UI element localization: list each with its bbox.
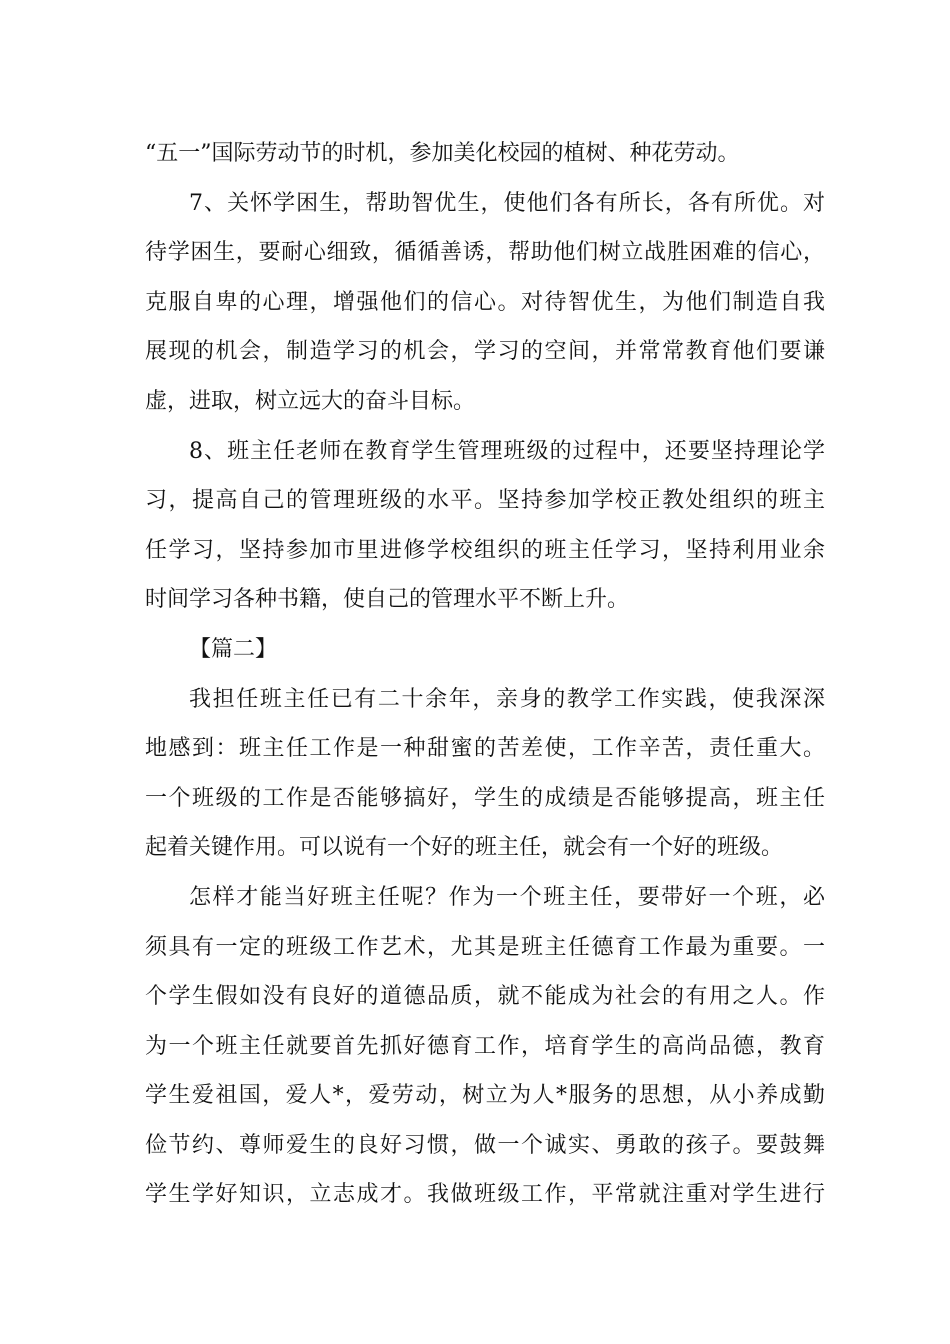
text-line-2: 7、关怀学困生，帮助智优生，使他们各有所长，各有所优。对 <box>189 190 825 216</box>
text-line-19: 为一个班主任就要首先抓好德育工作，培育学生的高尚品德，教育 <box>145 1033 825 1059</box>
text-line-18: 个学生假如没有良好的道德品质，就不能成为社会的有用之人。作 <box>145 984 825 1010</box>
text-line-6: 虚，进取，树立远大的奋斗目标。 <box>145 388 476 414</box>
text-line-12: 我担任班主任已有二十余年，亲身的教学工作实践，使我深深 <box>189 686 825 712</box>
text-line-7: 8、班主任老师在教育学生管理班级的过程中，还要坚持理论学 <box>189 438 825 464</box>
text-line-16: 怎样才能当好班主任呢？作为一个班主任，要带好一个班，必 <box>189 884 825 910</box>
text-line-14: 一个班级的工作是否能够搞好，学生的成绩是否能够提高，班主任 <box>145 785 825 811</box>
text-line-10: 时间学习各种书籍，使自己的管理水平不断上升。 <box>145 587 630 613</box>
text-line-9: 任学习，坚持参加市里进修学校组织的班主任学习，坚持利用业余 <box>145 537 825 563</box>
text-line-8: 习，提高自己的管理班级的水平。坚持参加学校正教处组织的班主 <box>145 488 825 514</box>
text-line-20: 学生爱祖国，爱人*，爱劳动，树立为人*服务的思想，从小养成勤 <box>145 1083 825 1109</box>
text-line-3: 待学困生，要耐心细致，循循善诱，帮助他们树立战胜困难的信心， <box>145 240 825 266</box>
section-heading: 【篇二】 <box>189 636 278 662</box>
text-line-4: 克服自卑的心理，增强他们的信心。对待智优生，为他们制造自我 <box>145 289 825 315</box>
text-line-21: 俭节约、尊师爱生的良好习惯，做一个诚实、勇敢的孩子。要鼓舞 <box>145 1132 825 1158</box>
text-line-5: 展现的机会，制造学习的机会，学习的空间，并常常教育他们要谦 <box>145 339 825 365</box>
text-line-15: 起着关键作用。可以说有一个好的班主任，就会有一个好的班级。 <box>145 835 784 861</box>
text-line-22: 学生学好知识，立志成才。我做班级工作，平常就注重对学生进行 <box>145 1182 825 1208</box>
text-line-1: “五一”国际劳动节的时机，参加美化校园的植树、种花劳动。 <box>145 141 740 166</box>
text-line-13: 地感到：班主任工作是一种甜蜜的苦差使，工作辛苦，责任重大。 <box>145 736 825 762</box>
document-body <box>145 129 825 1220</box>
text-line-17: 须具有一定的班级工作艺术，尤其是班主任德育工作最为重要。一 <box>145 934 825 960</box>
